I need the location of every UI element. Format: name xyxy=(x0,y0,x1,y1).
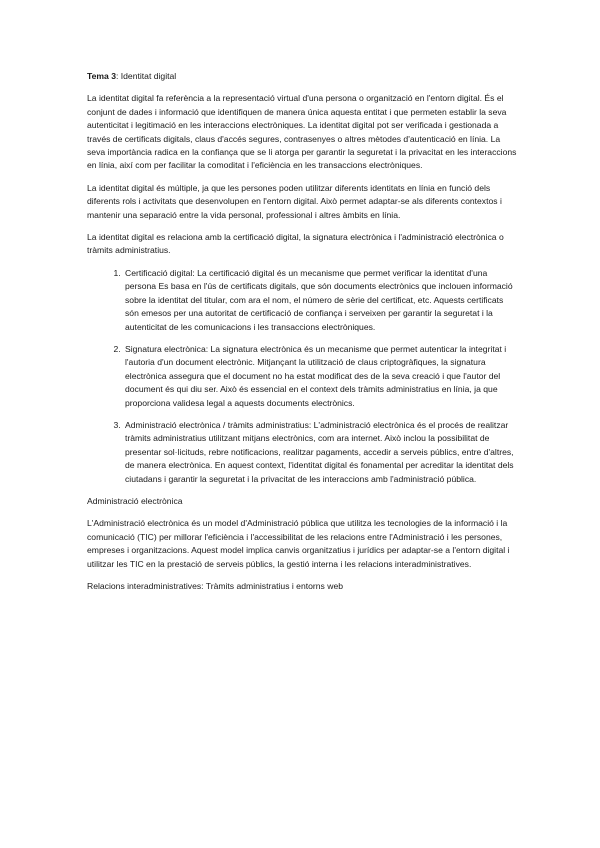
section-paragraph: L'Administració electrònica és un model d'Administració pública que utilitza les tecnologies de la informació i la comunicació (TIC) per millorar l'eficiència i l'accessibilitat de les relacions entre l'Administració i les persones, empreses i organitzacions. Aquest model implica canvis organitzatius i jurídics per adaptar-se a l'entorn digital i utilitzar les TIC en la prestació de serveis públics, la gestió interna i les relacions interadministratives. xyxy=(87,518,510,569)
document-page xyxy=(87,70,517,602)
concepts-list xyxy=(87,267,517,486)
document-heading xyxy=(87,70,517,83)
heading-topic-title: : Identitat digital xyxy=(115,71,177,81)
last-line: Relacions interadministratives: Tràmits administratius i entorns web xyxy=(87,581,343,591)
multiple-identity-paragraph: La identitat digital és múltiple, ja que les persones poden utilitzar diferents identitats en línia en funció dels diferents rols i activitats que desenvolupen en l'entorn digital. Això permet adaptar-se als diferents contextos i mantenir una separació entre la vida personal, professional i altres àmbits en línia. xyxy=(87,182,502,220)
section-title: Administració electrònica xyxy=(87,495,183,506)
heading-topic-number: Tema 3 xyxy=(87,71,116,81)
list-item-administracio: 3. Administració electrònica / tràmits administratius: L'administració electrònica és el procés de realitzar tràmits administratius utilitzant mitjans electrònics, com ara internet. Això inclou la possibilitat de presentar sol·licituds, rebre notificacions, realitzar pagaments, accedir a serveis públics, entre d'altres, de manera electrònica. En aquest context, l'identitat digital és fonamental per acreditar la identitat dels ciutadans i garantir la seguretat i la privacitat de les interaccions amb l'administració pública. xyxy=(123,419,517,486)
list-item-certificacio: 1. Certificació digital: La certificació digital és un mecanisme que permet verificar la identitat d'una persona Es basa en l'ús de certificats digitals, que són documents electrònics que inclouen informació sobre la identitat del titular, com ara el nom, el número de sèrie del certificat, etc. Aquests certificats són emesos per una autoritat de certificació de confiança i serveixen per garantir la seguretat i la autenticitat de les comunicacions i les transaccions electròniques. xyxy=(123,267,517,334)
intro-paragraph: La identitat digital fa referència a la representació virtual d'una persona o organització en l'entorn digital. És el conjunt de dades i informació que identifiquen de manera única aquesta entitat i que permeten establir la seva autenticitat i legitimació en les interaccions electròniques. La identitat digital pot ser verificada i gestionada a través de certificats digitals, claus d'accés segures, contrasenyes o altres mètodes d'autenticació en línia. La seva importància radica en la confiança que se li atorga per garantir la seguretat i la privacitat en les interaccions en línia, així com per facilitar la comoditat i l'eficiència en les transaccions electròniques. xyxy=(87,93,517,171)
list-item-signatura: 2. Signatura electrònica: La signatura electrònica és un mecanisme que permet autenticar la integritat i l'autoria d'un document electrònic. Mitjançant la utilització de claus criptogràfiques, la signatura electrònica assegura que el document no ha estat modificat des de la seva creació i que l'autor del document és qui diu ser. Això és essencial en el context dels tràmits administratius en línia, ja que proporciona validesa legal a aquests documents electrònics. xyxy=(123,343,517,410)
relations-paragraph: La identitat digital es relaciona amb la certificació digital, la signatura electrònica i l'administració electrònica o tràmits administratius. xyxy=(87,232,504,256)
